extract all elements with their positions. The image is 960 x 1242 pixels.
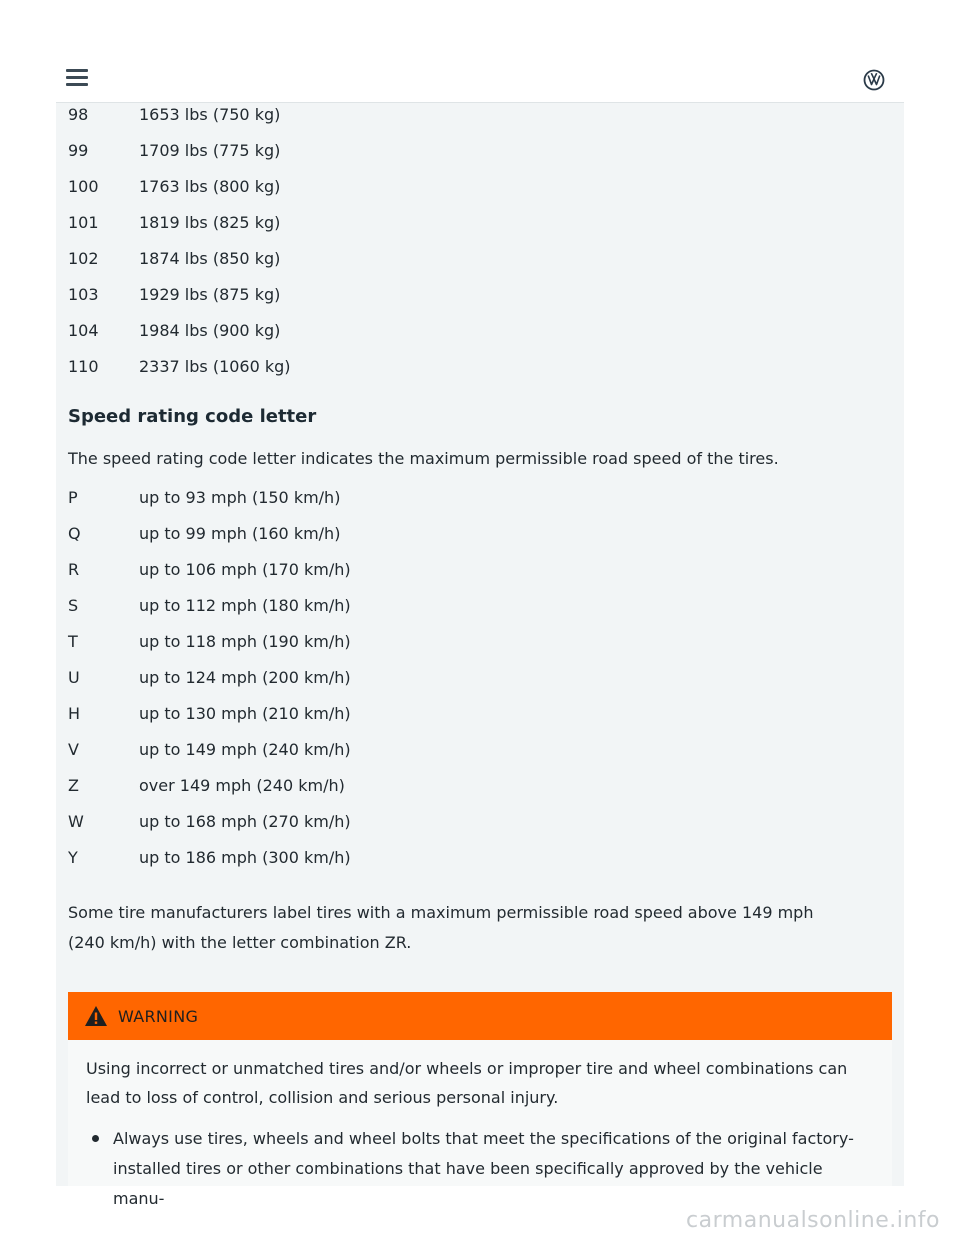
- row-code: W: [68, 812, 84, 831]
- document-content: [56, 97, 904, 958]
- table-row: [56, 205, 904, 241]
- table-row: [56, 480, 904, 516]
- row-value: 1929 lbs (875 kg): [139, 285, 281, 304]
- row-value: up to 93 mph (150 km/h): [139, 488, 341, 507]
- table-row: [56, 552, 904, 588]
- warning-body: [68, 1040, 892, 1214]
- vw-logo-icon[interactable]: [863, 69, 885, 91]
- row-code: 103: [68, 285, 99, 304]
- warning-label: WARNING: [118, 1006, 199, 1026]
- row-code: 110: [68, 357, 99, 376]
- row-code: 99: [68, 141, 89, 160]
- row-value: over 149 mph (240 km/h): [139, 776, 345, 795]
- table-row: [56, 768, 904, 804]
- table-row: [56, 696, 904, 732]
- load-index-table: [56, 97, 904, 385]
- table-row: [56, 169, 904, 205]
- row-code: 104: [68, 321, 99, 340]
- watermark: carmanualsonline.info: [686, 1208, 940, 1233]
- table-row: [56, 349, 904, 385]
- row-value: up to 99 mph (160 km/h): [139, 524, 341, 543]
- row-value: 1819 lbs (825 kg): [139, 213, 281, 232]
- row-code: H: [68, 704, 81, 723]
- row-code: R: [68, 560, 80, 579]
- bullet-dot-icon: [92, 1135, 99, 1142]
- speed-rating-heading: Speed rating code letter: [68, 406, 317, 427]
- speed-rating-intro: The speed rating code letter indicates the maximum permissible road speed of the tires.: [68, 449, 779, 468]
- row-value: up to 130 mph (210 km/h): [139, 704, 351, 723]
- row-value: 1984 lbs (900 kg): [139, 321, 281, 340]
- table-row: [56, 277, 904, 313]
- table-row: [56, 840, 904, 876]
- row-value: up to 149 mph (240 km/h): [139, 740, 351, 759]
- table-row: [56, 241, 904, 277]
- warning-triangle-icon: [84, 1005, 108, 1027]
- warning-header: [68, 992, 892, 1040]
- row-code: U: [68, 668, 80, 687]
- row-code: 100: [68, 177, 99, 196]
- row-code: T: [68, 632, 78, 651]
- row-code: 101: [68, 213, 99, 232]
- table-row: [56, 804, 904, 840]
- speed-rating-table: [56, 480, 904, 876]
- table-row: [56, 732, 904, 768]
- table-row: [56, 516, 904, 552]
- table-row: [56, 133, 904, 169]
- row-value: 1763 lbs (800 kg): [139, 177, 281, 196]
- row-value: 1709 lbs (775 kg): [139, 141, 281, 160]
- warning-bullet: [86, 1124, 874, 1214]
- row-code: 98: [68, 105, 89, 124]
- zr-note: Some tire manufacturers label tires with a maximum permissible road speed above 149 mph (240 km/h) with the letter combination ZR.: [68, 903, 814, 952]
- table-row: [56, 313, 904, 349]
- warning-box: [68, 992, 892, 1208]
- row-code: S: [68, 596, 79, 615]
- row-value: 2337 lbs (1060 kg): [139, 357, 291, 376]
- row-value: 1653 lbs (750 kg): [139, 105, 281, 124]
- row-value: up to 186 mph (300 km/h): [139, 848, 351, 867]
- warning-text: Using incorrect or unmatched tires and/or wheels or improper tire and wheel combinations can lead to loss of control, collision and serious personal injury.: [86, 1059, 848, 1107]
- row-code: Z: [68, 776, 79, 795]
- row-code: 102: [68, 249, 99, 268]
- top-bar: [56, 0, 904, 103]
- row-value: up to 124 mph (200 km/h): [139, 668, 351, 687]
- row-code: V: [68, 740, 79, 759]
- row-value: 1874 lbs (850 kg): [139, 249, 281, 268]
- table-row: [56, 660, 904, 696]
- row-value: up to 118 mph (190 km/h): [139, 632, 351, 651]
- row-code: P: [68, 488, 78, 507]
- row-value: up to 168 mph (270 km/h): [139, 812, 351, 831]
- table-row: [56, 624, 904, 660]
- hamburger-menu-icon[interactable]: [66, 69, 88, 87]
- row-value: up to 106 mph (170 km/h): [139, 560, 351, 579]
- warning-bullet-text: Always use tires, wheels and wheel bolts that meet the specifications of the original factory-installed tires or other combinations that have been specifically approved by the vehicle manu-: [113, 1129, 854, 1208]
- row-value: up to 112 mph (180 km/h): [139, 596, 351, 615]
- row-code: Q: [68, 524, 81, 543]
- table-row: [56, 588, 904, 624]
- row-code: Y: [68, 848, 78, 867]
